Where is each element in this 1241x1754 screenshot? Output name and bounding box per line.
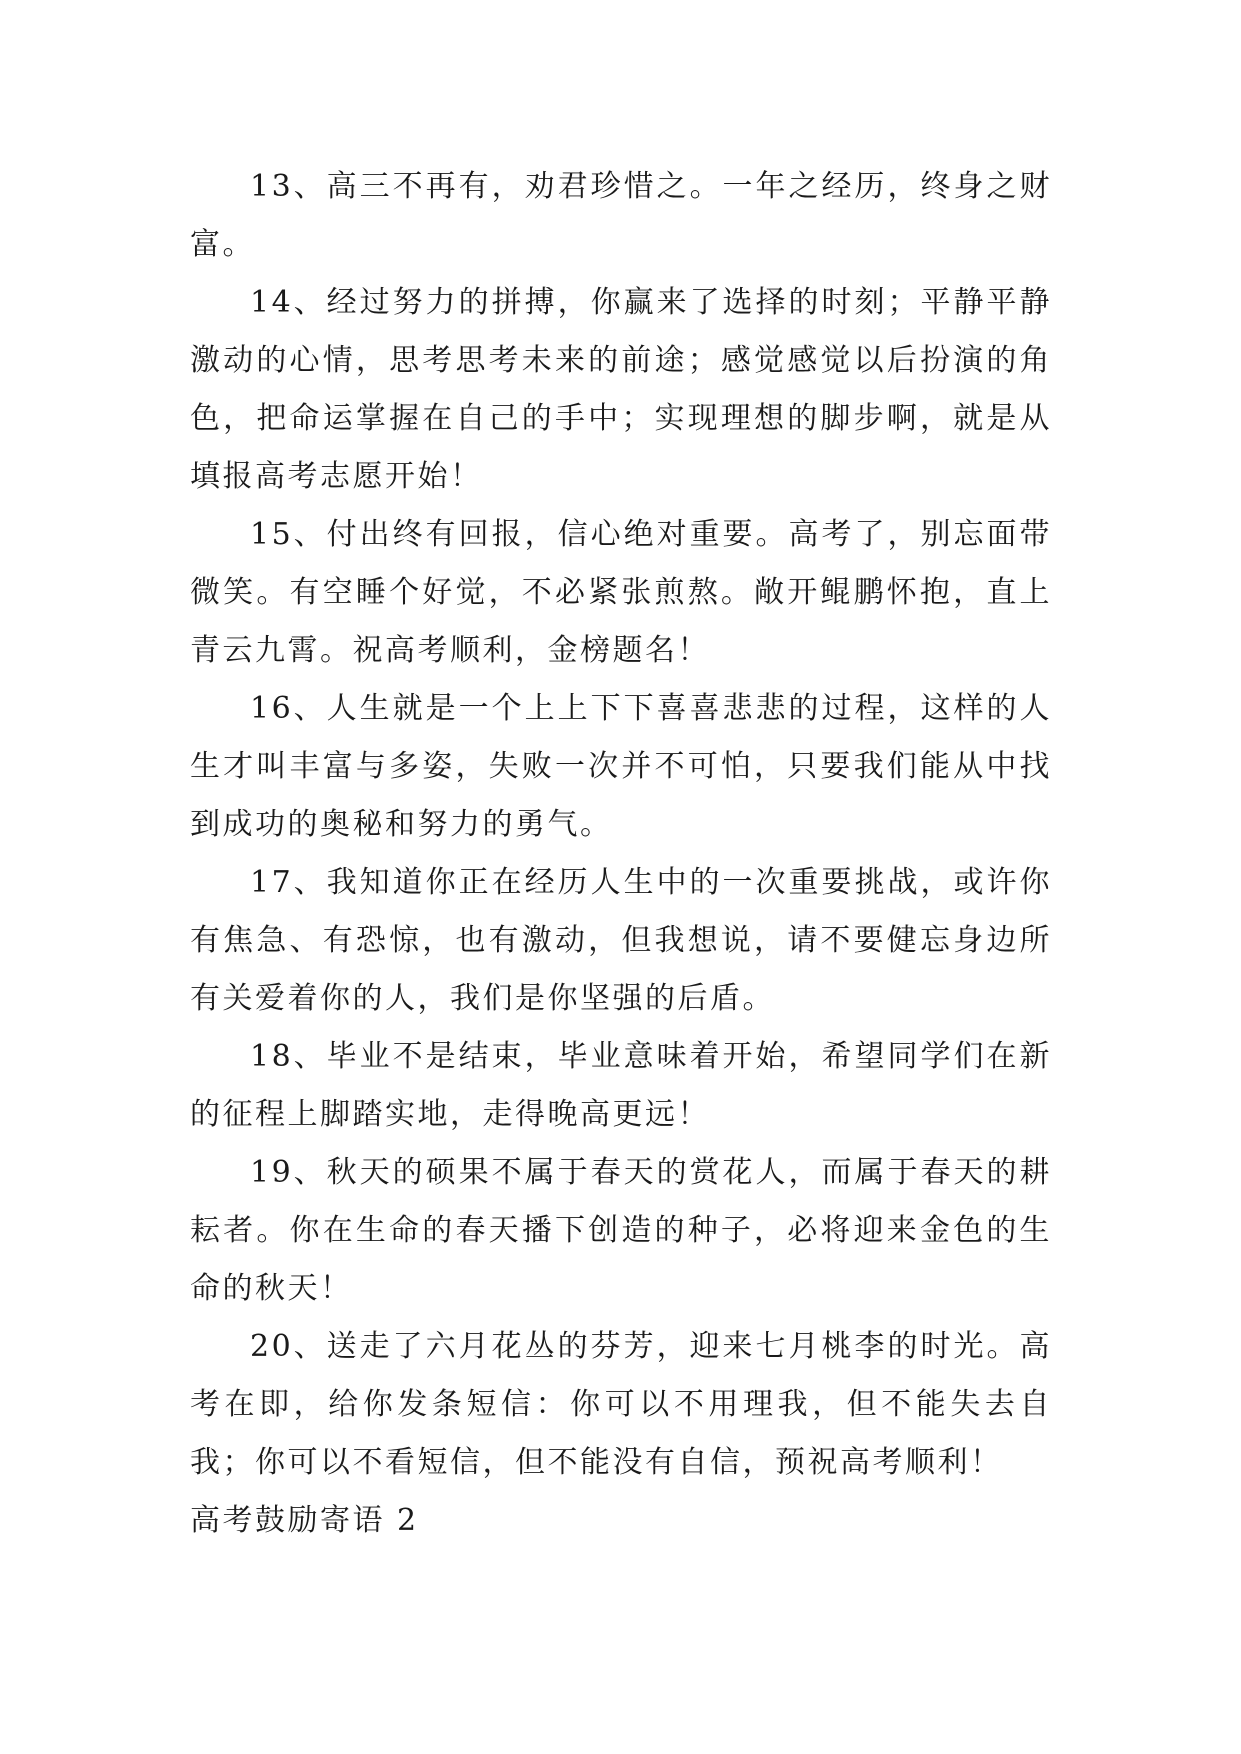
- paragraph-16: 16、人生就是一个上上下下喜喜悲悲的过程，这样的人生才叫丰富与多姿，失败一次并不可怕，只要我们能从中找到成功的奥秘和努力的勇气。: [190, 691, 1052, 842]
- document-body: [190, 158, 1052, 1550]
- paragraph-17: 17、我知道你正在经历人生中的一次重要挑战，或许你有焦急、有恐惊，也有激动，但我想说，请不要健忘身边所有关爱着你的人，我们是你坚强的后盾。: [190, 865, 1052, 1016]
- paragraph-15: 15、付出终有回报，信心绝对重要。高考了，别忘面带微笑。有空睡个好觉，不必紧张煎熬。敞开鲲鹏怀抱，直上青云九霄。祝高考顺利，金榜题名！: [190, 517, 1052, 668]
- paragraph-18: 18、毕业不是结束，毕业意味着开始，希望同学们在新的征程上脚踏实地，走得晚高更远！: [190, 1039, 1052, 1132]
- section-heading: 高考鼓励寄语 2: [190, 1503, 419, 1538]
- paragraph-14: 14、经过努力的拼搏，你赢来了选择的时刻；平静平静激动的心情，思考思考未来的前途；感觉感觉以后扮演的角色，把命运掌握在自己的手中；实现理想的脚步啊，就是从填报高考志愿开始！: [190, 285, 1052, 494]
- paragraph-20: 20、送走了六月花丛的芬芳，迎来七月桃李的时光。高考在即，给你发条短信：你可以不用理我，但不能失去自我；你可以不看短信，但不能没有自信，预祝高考顺利！: [190, 1329, 1052, 1480]
- paragraph-13: 13、高三不再有，劝君珍惜之。一年之经历，终身之财富。: [190, 169, 1052, 262]
- paragraph-19: 19、秋天的硕果不属于春天的赏花人，而属于春天的耕耘者。你在生命的春天播下创造的种子，必将迎来金色的生命的秋天！: [190, 1155, 1052, 1306]
